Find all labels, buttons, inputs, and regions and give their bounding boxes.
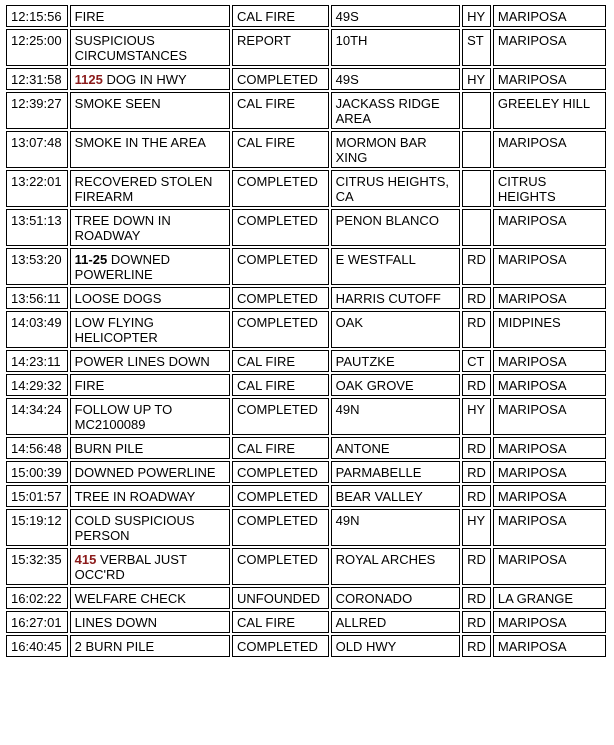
city-cell: GREELEY HILL bbox=[493, 92, 606, 129]
disposition-cell: CAL FIRE bbox=[232, 5, 329, 27]
disposition-cell: COMPLETED bbox=[232, 461, 329, 483]
call-type-text: TREE IN ROADWAY bbox=[74, 489, 196, 504]
disposition-cell: COMPLETED bbox=[232, 548, 329, 585]
call-type-cell bbox=[70, 248, 230, 285]
time-cell: 15:00:39 bbox=[6, 461, 68, 483]
location-cell: E WESTFALL bbox=[331, 248, 461, 285]
city-cell: MARIPOSA bbox=[493, 437, 606, 459]
location-cell: OLD HWY bbox=[331, 635, 461, 657]
location-cell: 49S bbox=[331, 5, 461, 27]
time-cell: 14:23:11 bbox=[6, 350, 68, 372]
disposition-cell: CAL FIRE bbox=[232, 92, 329, 129]
call-type-cell bbox=[70, 611, 230, 633]
time-cell: 14:03:49 bbox=[6, 311, 68, 348]
city-cell: MARIPOSA bbox=[493, 209, 606, 246]
location-cell: ALLRED bbox=[331, 611, 461, 633]
table-row bbox=[6, 248, 606, 285]
time-cell: 15:19:12 bbox=[6, 509, 68, 546]
disposition-cell: CAL FIRE bbox=[232, 350, 329, 372]
table-row bbox=[6, 311, 606, 348]
call-type-cell bbox=[70, 398, 230, 435]
disposition-cell: COMPLETED bbox=[232, 311, 329, 348]
location-cell: CORONADO bbox=[331, 587, 461, 609]
call-type-text: WELFARE CHECK bbox=[74, 591, 186, 606]
time-cell: 14:29:32 bbox=[6, 374, 68, 396]
call-type-text: LINES DOWN bbox=[74, 615, 158, 630]
city-cell: MARIPOSA bbox=[493, 131, 606, 168]
call-type-text: COLD SUSPICIOUS PERSON bbox=[74, 513, 195, 543]
location-cell: PAUTZKE bbox=[331, 350, 461, 372]
call-type-cell bbox=[70, 68, 230, 90]
call-type-text: SUSPICIOUS CIRCUMSTANCES bbox=[74, 33, 188, 63]
city-cell: MARIPOSA bbox=[493, 611, 606, 633]
time-cell: 13:07:48 bbox=[6, 131, 68, 168]
city-cell: MARIPOSA bbox=[493, 548, 606, 585]
street-suffix-cell: RD bbox=[462, 611, 491, 633]
table-row bbox=[6, 170, 606, 207]
street-suffix-cell: RD bbox=[462, 374, 491, 396]
call-type-text: VERBAL JUST OCC'RD bbox=[74, 552, 187, 582]
call-type-text: FIRE bbox=[74, 9, 105, 24]
call-type-text: LOW FLYING HELICOPTER bbox=[74, 315, 158, 345]
disposition-cell: CAL FIRE bbox=[232, 374, 329, 396]
call-code: 11-25 bbox=[74, 252, 111, 267]
call-type-cell bbox=[70, 374, 230, 396]
street-suffix-cell: RD bbox=[462, 461, 491, 483]
table-row bbox=[6, 509, 606, 546]
call-type-text: POWER LINES DOWN bbox=[74, 354, 210, 369]
time-cell: 12:15:56 bbox=[6, 5, 68, 27]
time-cell: 13:22:01 bbox=[6, 170, 68, 207]
call-type-text: 2 BURN PILE bbox=[74, 639, 155, 654]
table-row bbox=[6, 485, 606, 507]
location-cell: HARRIS CUTOFF bbox=[331, 287, 461, 309]
location-cell: 49N bbox=[331, 398, 461, 435]
time-cell: 16:02:22 bbox=[6, 587, 68, 609]
table-row bbox=[6, 398, 606, 435]
street-suffix-cell: RD bbox=[462, 437, 491, 459]
disposition-cell: CAL FIRE bbox=[232, 437, 329, 459]
disposition-cell: REPORT bbox=[232, 29, 329, 66]
time-cell: 15:32:35 bbox=[6, 548, 68, 585]
city-cell: MARIPOSA bbox=[493, 29, 606, 66]
location-cell: OAK bbox=[331, 311, 461, 348]
location-cell: MORMON BAR XING bbox=[331, 131, 461, 168]
call-type-cell bbox=[70, 635, 230, 657]
call-type-text: SMOKE IN THE AREA bbox=[74, 135, 206, 150]
call-type-cell bbox=[70, 5, 230, 27]
city-cell: MARIPOSA bbox=[493, 398, 606, 435]
city-cell: MARIPOSA bbox=[493, 635, 606, 657]
table-row bbox=[6, 548, 606, 585]
call-type-text: DOWNED POWERLINE bbox=[74, 465, 216, 480]
time-cell: 14:56:48 bbox=[6, 437, 68, 459]
call-type-cell bbox=[70, 92, 230, 129]
disposition-cell: COMPLETED bbox=[232, 509, 329, 546]
time-cell: 12:31:58 bbox=[6, 68, 68, 90]
time-cell: 16:27:01 bbox=[6, 611, 68, 633]
call-type-text: DOWNED POWERLINE bbox=[74, 252, 171, 282]
table-row bbox=[6, 209, 606, 246]
street-suffix-cell: RD bbox=[462, 287, 491, 309]
street-suffix-cell: HY bbox=[462, 68, 491, 90]
table-row bbox=[6, 287, 606, 309]
street-suffix-cell: RD bbox=[462, 485, 491, 507]
disposition-cell: COMPLETED bbox=[232, 287, 329, 309]
call-log-table bbox=[4, 3, 608, 659]
call-type-cell bbox=[70, 587, 230, 609]
location-cell: PARMABELLE bbox=[331, 461, 461, 483]
disposition-cell: CAL FIRE bbox=[232, 611, 329, 633]
disposition-cell: COMPLETED bbox=[232, 248, 329, 285]
call-type-cell bbox=[70, 437, 230, 459]
table-row bbox=[6, 350, 606, 372]
location-cell: BEAR VALLEY bbox=[331, 485, 461, 507]
street-suffix-cell bbox=[462, 209, 491, 246]
call-type-cell bbox=[70, 170, 230, 207]
call-type-cell bbox=[70, 287, 230, 309]
table-row bbox=[6, 437, 606, 459]
call-type-cell bbox=[70, 461, 230, 483]
call-type-text: DOG IN HWY bbox=[106, 72, 187, 87]
call-type-cell bbox=[70, 350, 230, 372]
location-cell: PENON BLANCO bbox=[331, 209, 461, 246]
call-type-text: SMOKE SEEN bbox=[74, 96, 161, 111]
table-row bbox=[6, 587, 606, 609]
call-type-text: FOLLOW UP TO MC2100089 bbox=[74, 402, 173, 432]
disposition-cell: CAL FIRE bbox=[232, 131, 329, 168]
table-row bbox=[6, 29, 606, 66]
table-row bbox=[6, 131, 606, 168]
table-row bbox=[6, 635, 606, 657]
location-cell: OAK GROVE bbox=[331, 374, 461, 396]
time-cell: 12:25:00 bbox=[6, 29, 68, 66]
street-suffix-cell: HY bbox=[462, 509, 491, 546]
location-cell: CITRUS HEIGHTS, CA bbox=[331, 170, 461, 207]
time-cell: 16:40:45 bbox=[6, 635, 68, 657]
table-row bbox=[6, 92, 606, 129]
city-cell: MARIPOSA bbox=[493, 461, 606, 483]
table-row bbox=[6, 68, 606, 90]
city-cell: MIDPINES bbox=[493, 311, 606, 348]
street-suffix-cell: CT bbox=[462, 350, 491, 372]
city-cell: MARIPOSA bbox=[493, 68, 606, 90]
disposition-cell: COMPLETED bbox=[232, 635, 329, 657]
call-type-cell bbox=[70, 29, 230, 66]
call-type-text: FIRE bbox=[74, 378, 105, 393]
call-type-cell bbox=[70, 131, 230, 168]
city-cell: LA GRANGE bbox=[493, 587, 606, 609]
call-code: 1125 bbox=[74, 72, 107, 87]
street-suffix-cell: RD bbox=[462, 635, 491, 657]
disposition-cell: COMPLETED bbox=[232, 68, 329, 90]
call-type-text: BURN PILE bbox=[74, 441, 144, 456]
disposition-cell: COMPLETED bbox=[232, 485, 329, 507]
call-type-cell bbox=[70, 509, 230, 546]
time-cell: 13:53:20 bbox=[6, 248, 68, 285]
street-suffix-cell: HY bbox=[462, 398, 491, 435]
disposition-cell: COMPLETED bbox=[232, 398, 329, 435]
city-cell: MARIPOSA bbox=[493, 248, 606, 285]
table-row bbox=[6, 461, 606, 483]
call-type-text: TREE DOWN IN ROADWAY bbox=[74, 213, 171, 243]
call-type-text: LOOSE DOGS bbox=[74, 291, 162, 306]
location-cell: ANTONE bbox=[331, 437, 461, 459]
location-cell: ROYAL ARCHES bbox=[331, 548, 461, 585]
city-cell: CITRUS HEIGHTS bbox=[493, 170, 606, 207]
call-type-text: RECOVERED STOLEN FIREARM bbox=[74, 174, 213, 204]
city-cell: MARIPOSA bbox=[493, 350, 606, 372]
disposition-cell: COMPLETED bbox=[232, 209, 329, 246]
street-suffix-cell bbox=[462, 170, 491, 207]
call-code: 415 bbox=[74, 552, 100, 567]
time-cell: 13:51:13 bbox=[6, 209, 68, 246]
call-type-cell bbox=[70, 209, 230, 246]
time-cell: 12:39:27 bbox=[6, 92, 68, 129]
time-cell: 14:34:24 bbox=[6, 398, 68, 435]
street-suffix-cell: RD bbox=[462, 587, 491, 609]
city-cell: MARIPOSA bbox=[493, 374, 606, 396]
city-cell: MARIPOSA bbox=[493, 5, 606, 27]
city-cell: MARIPOSA bbox=[493, 287, 606, 309]
street-suffix-cell bbox=[462, 131, 491, 168]
street-suffix-cell: RD bbox=[462, 248, 491, 285]
call-type-cell bbox=[70, 311, 230, 348]
time-cell: 15:01:57 bbox=[6, 485, 68, 507]
location-cell: JACKASS RIDGE AREA bbox=[331, 92, 461, 129]
street-suffix-cell: RD bbox=[462, 548, 491, 585]
disposition-cell: UNFOUNDED bbox=[232, 587, 329, 609]
location-cell: 10TH bbox=[331, 29, 461, 66]
location-cell: 49S bbox=[331, 68, 461, 90]
city-cell: MARIPOSA bbox=[493, 485, 606, 507]
street-suffix-cell: RD bbox=[462, 311, 491, 348]
call-log-body bbox=[6, 5, 606, 657]
call-type-cell bbox=[70, 485, 230, 507]
time-cell: 13:56:11 bbox=[6, 287, 68, 309]
street-suffix-cell: HY bbox=[462, 5, 491, 27]
street-suffix-cell: ST bbox=[462, 29, 491, 66]
street-suffix-cell bbox=[462, 92, 491, 129]
table-row bbox=[6, 611, 606, 633]
location-cell: 49N bbox=[331, 509, 461, 546]
table-row bbox=[6, 374, 606, 396]
city-cell: MARIPOSA bbox=[493, 509, 606, 546]
table-row bbox=[6, 5, 606, 27]
disposition-cell: COMPLETED bbox=[232, 170, 329, 207]
call-type-cell bbox=[70, 548, 230, 585]
